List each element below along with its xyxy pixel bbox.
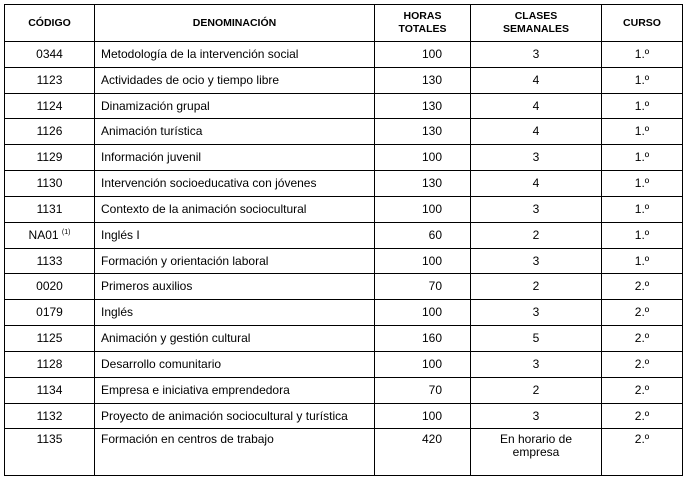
code-text: 1124 [36, 98, 63, 113]
table-row [5, 93, 683, 119]
hours-cell [375, 93, 471, 119]
hours-text: 60 [428, 227, 442, 242]
course-text: 1.º [634, 227, 650, 242]
hours-cell [375, 171, 471, 197]
course-cell [602, 93, 683, 119]
course-cell [602, 403, 683, 429]
course-text: 2.º [634, 279, 650, 294]
course-cell [602, 171, 683, 197]
classes-text: 3 [532, 46, 540, 61]
course-cell [602, 222, 683, 248]
classes-text: 5 [532, 331, 540, 346]
hours-text: 130 [421, 98, 442, 113]
table-row [5, 248, 683, 274]
hours-text: 70 [428, 382, 442, 397]
name-text: Animación turística [101, 124, 203, 139]
code-text: 0020 [36, 279, 63, 294]
classes-text: 4 [532, 124, 540, 139]
course-cell [602, 42, 683, 68]
hours-cell [375, 222, 471, 248]
code-cell [5, 222, 95, 248]
name-text: Formación en centros de trabajo [101, 432, 274, 447]
header-row [5, 5, 683, 42]
code-cell [5, 145, 95, 171]
hours-text: 100 [421, 150, 442, 165]
table-row [5, 377, 683, 403]
code-text: 1129 [36, 150, 63, 165]
hours-cell [375, 67, 471, 93]
name-text: Información juvenil [101, 150, 202, 165]
classes-text: 2 [532, 382, 540, 397]
classes-text: 4 [532, 72, 540, 87]
course-text: 2.º [634, 331, 650, 346]
code-text: 1123 [36, 72, 63, 87]
name-text: Empresa e iniciativa emprendedora [101, 382, 290, 397]
course-text: 2.º [634, 408, 650, 423]
course-text: 2.º [634, 432, 650, 447]
code-text: 0344 [36, 46, 63, 61]
code-text: 0179 [36, 305, 63, 320]
code-cell [5, 300, 95, 326]
table-row [5, 119, 683, 145]
classes-cell [471, 67, 602, 93]
code-text: 1134 [36, 382, 63, 397]
name-cell [95, 145, 375, 171]
classes-text: 2 [532, 279, 540, 294]
name-cell [95, 351, 375, 377]
name-cell [95, 300, 375, 326]
header-code: CÓDIGO [5, 5, 95, 42]
classes-cell [471, 274, 602, 300]
classes-text: 2 [532, 227, 540, 242]
code-cell [5, 42, 95, 68]
code-cell [5, 196, 95, 222]
classes-cell [471, 326, 602, 352]
hours-text: 100 [421, 356, 442, 371]
code-cell [5, 377, 95, 403]
hours-cell [375, 248, 471, 274]
classes-text: En horario de empresa [499, 432, 573, 460]
hours-text: 420 [421, 432, 442, 447]
hours-cell [375, 300, 471, 326]
name-text: Desarrollo comunitario [101, 356, 222, 371]
name-text: Formación y orientación laboral [101, 253, 269, 268]
name-cell [95, 377, 375, 403]
course-cell [602, 248, 683, 274]
hours-cell [375, 119, 471, 145]
classes-text: 3 [532, 150, 540, 165]
classes-cell [471, 42, 602, 68]
hours-cell [375, 145, 471, 171]
code-text: 1132 [36, 408, 63, 423]
hours-cell [375, 403, 471, 429]
course-text: 1.º [634, 124, 650, 139]
name-text: Metodología de la intervención social [101, 46, 299, 61]
hours-cell [375, 429, 471, 476]
hours-cell [375, 377, 471, 403]
code-text: 1126 [36, 124, 63, 139]
name-cell [95, 119, 375, 145]
hours-text: 130 [421, 176, 442, 191]
code-cell [5, 351, 95, 377]
name-cell [95, 67, 375, 93]
hours-cell [375, 196, 471, 222]
hours-text: 130 [421, 72, 442, 87]
hours-text: 100 [421, 201, 442, 216]
course-cell [602, 145, 683, 171]
hours-cell [375, 274, 471, 300]
code-text: 1131 [36, 201, 63, 216]
name-cell [95, 248, 375, 274]
classes-cell [471, 377, 602, 403]
header-course: CURSO [602, 5, 683, 42]
course-text: 1.º [634, 72, 650, 87]
course-cell [602, 326, 683, 352]
name-cell [95, 222, 375, 248]
hours-text: 130 [421, 124, 442, 139]
hours-text: 100 [421, 253, 442, 268]
code-cell [5, 67, 95, 93]
classes-cell [471, 248, 602, 274]
name-text: Proyecto de animación sociocultural y turística [101, 408, 348, 423]
table-row [5, 274, 683, 300]
course-cell [602, 119, 683, 145]
name-cell [95, 326, 375, 352]
classes-text: 3 [532, 356, 540, 371]
code-cell [5, 326, 95, 352]
table-row [5, 326, 683, 352]
header-name: DENOMINACIÓN [95, 5, 375, 42]
classes-text: 4 [532, 176, 540, 191]
hours-text: 100 [421, 46, 442, 61]
table-row [5, 403, 683, 429]
table-row [5, 429, 683, 476]
table-row [5, 42, 683, 68]
footnote-marker: (1) [61, 228, 71, 236]
classes-text: 3 [532, 408, 540, 423]
course-text: 1.º [634, 253, 650, 268]
name-cell [95, 42, 375, 68]
code-cell [5, 429, 95, 476]
hours-text: 100 [421, 305, 442, 320]
name-text: Dinamización grupal [101, 98, 210, 113]
hours-cell [375, 351, 471, 377]
course-text: 1.º [634, 150, 650, 165]
classes-cell [471, 171, 602, 197]
classes-text: 4 [532, 98, 540, 113]
name-text: Animación y gestión cultural [101, 331, 251, 346]
header-hours: HORAS TOTALES [375, 5, 471, 42]
hours-text: 100 [421, 408, 442, 423]
code-text: 1135 [36, 432, 63, 447]
header-classes: CLASES SEMANALES [471, 5, 602, 42]
course-text: 1.º [634, 176, 650, 191]
classes-cell [471, 429, 602, 476]
name-text: Intervención socioeducativa con jóvenes [101, 176, 317, 191]
code-cell [5, 93, 95, 119]
table-body [5, 42, 683, 476]
course-cell [602, 300, 683, 326]
code-cell [5, 248, 95, 274]
hours-cell [375, 326, 471, 352]
code-cell [5, 403, 95, 429]
code-text: 1130 [36, 176, 63, 191]
code-cell [5, 119, 95, 145]
table-row [5, 351, 683, 377]
name-text: Inglés [101, 305, 134, 320]
course-text: 2.º [634, 305, 650, 320]
table-row [5, 171, 683, 197]
classes-text: 3 [532, 305, 540, 320]
code-text: 1128 [36, 356, 63, 371]
classes-cell [471, 403, 602, 429]
name-text: Inglés I [101, 227, 140, 242]
name-cell [95, 93, 375, 119]
classes-cell [471, 222, 602, 248]
classes-cell [471, 93, 602, 119]
modules-table [4, 4, 683, 476]
table-row [5, 300, 683, 326]
course-text: 2.º [634, 356, 650, 371]
course-cell [602, 351, 683, 377]
classes-text: 3 [532, 253, 540, 268]
course-text: 2.º [634, 382, 650, 397]
code-cell [5, 171, 95, 197]
course-cell [602, 67, 683, 93]
classes-cell [471, 145, 602, 171]
hours-text: 160 [421, 331, 442, 346]
name-cell [95, 403, 375, 429]
classes-cell [471, 119, 602, 145]
table-row [5, 196, 683, 222]
course-text: 1.º [634, 201, 650, 216]
hours-text: 70 [428, 279, 442, 294]
course-text: 1.º [634, 46, 650, 61]
classes-cell [471, 300, 602, 326]
classes-cell [471, 351, 602, 377]
classes-cell [471, 196, 602, 222]
name-text: Actividades de ocio y tiempo libre [101, 72, 280, 87]
course-cell [602, 429, 683, 476]
name-text: Contexto de la animación sociocultural [101, 201, 307, 216]
table-row [5, 145, 683, 171]
name-cell [95, 429, 375, 476]
course-cell [602, 274, 683, 300]
code-text: NA01 [28, 227, 59, 242]
course-cell [602, 377, 683, 403]
name-text: Primeros auxilios [101, 279, 193, 294]
name-cell [95, 274, 375, 300]
table-row [5, 67, 683, 93]
classes-text: 3 [532, 201, 540, 216]
course-text: 1.º [634, 98, 650, 113]
code-cell [5, 274, 95, 300]
name-cell [95, 196, 375, 222]
table-row [5, 222, 683, 248]
hours-cell [375, 42, 471, 68]
name-cell [95, 171, 375, 197]
code-text: 1133 [36, 253, 63, 268]
course-cell [602, 196, 683, 222]
code-text: 1125 [36, 331, 63, 346]
